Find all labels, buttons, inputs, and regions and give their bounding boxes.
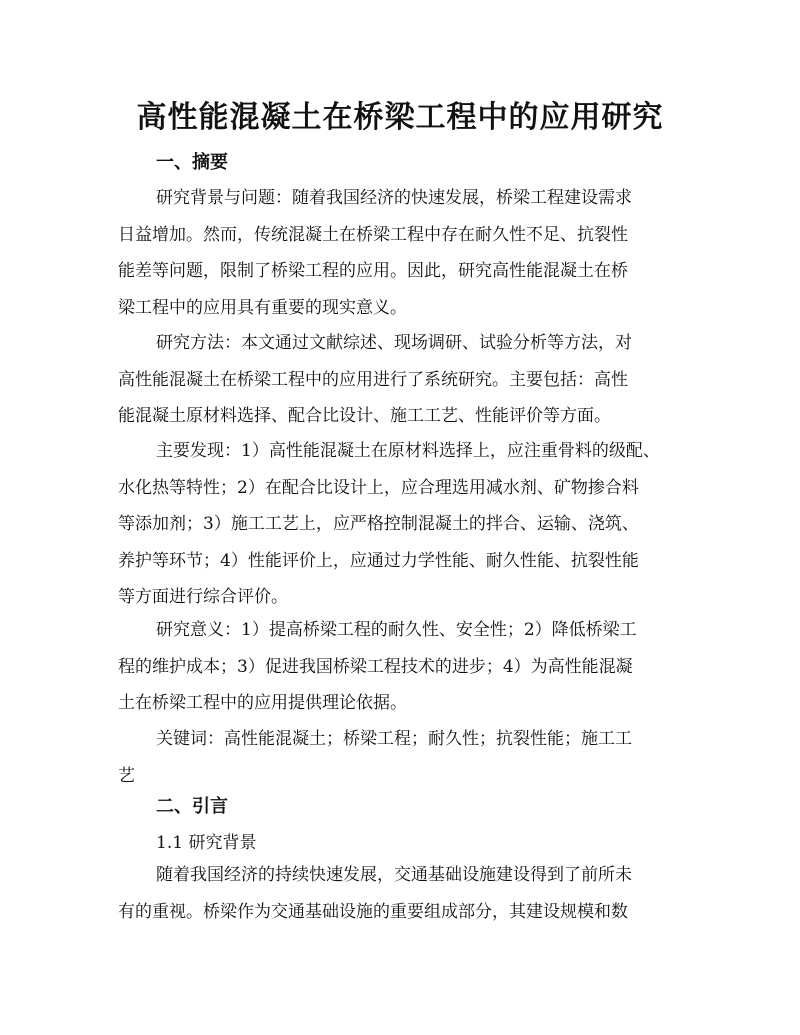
text-line: 研究方法：本文通过文献综述、现场调研、试验分析等方法，对 (156, 333, 632, 353)
text-line: 土在桥梁工程中的应用提供理论依据。 (118, 693, 407, 713)
text-line: 关键词：高性能混凝土；桥梁工程；耐久性；抗裂性能；施工工 (156, 729, 632, 749)
text-line: 能差等问题，限制了桥梁工程的应用。因此，研究高性能混凝土在桥 (118, 261, 628, 281)
abstract-findings-paragraph (118, 433, 692, 616)
text-line: 随着我国经济的持续快速发展，交通基础设施建设得到了前所未 (156, 865, 632, 885)
text-line: 水化热等特性；2）在配合比设计上，应合理选用减水剂、矿物掺合料 (118, 477, 639, 498)
introduction-paragraph (118, 857, 692, 930)
text-line: 等方面进行综合评价。 (118, 587, 288, 607)
section-heading-abstract: 一、摘要 (156, 152, 228, 173)
abstract-methods-paragraph (118, 325, 692, 435)
text-line: 日益增加。然而，传统混凝土在桥梁工程中存在耐久性不足、抗裂性 (118, 224, 628, 245)
abstract-significance-paragraph (118, 612, 692, 722)
text-line: 能混凝土原材料选择、配合比设计、施工工艺、性能评价等方面。 (118, 406, 611, 426)
subsection-heading-background: 1.1 研究背景 (156, 833, 257, 853)
text-line: 研究意义：1）提高桥梁工程的耐久性、安全性；2）降低桥梁工 (156, 620, 637, 640)
text-line: 研究背景与问题：随着我国经济的快速发展，桥梁工程建设需求 (156, 188, 632, 208)
text-line: 有的重视。桥梁作为交通基础设施的重要组成部分，其建设规模和数 (118, 901, 628, 922)
text-line: 高性能混凝土在桥梁工程中的应用进行了系统研究。主要包括：高性 (118, 369, 628, 390)
text-line: 程的维护成本；3）促进我国桥梁工程技术的进步；4）为高性能混凝 (118, 656, 633, 677)
abstract-background-paragraph (118, 180, 692, 326)
document-title: 高性能混凝土在桥梁工程中的应用研究 (136, 100, 664, 135)
text-line: 梁工程中的应用具有重要的现实意义。 (118, 297, 407, 318)
section-heading-introduction: 二、引言 (156, 796, 228, 817)
text-line: 艺 (118, 765, 135, 786)
text-line: 等添加剂；3）施工工艺上，应严格控制混凝土的拌合、运输、浇筑、 (118, 514, 639, 534)
text-line: 养护等环节；4）性能评价上，应通过力学性能、耐久性能、抗裂性能 (118, 550, 639, 571)
text-line: 主要发现：1）高性能混凝土在原材料选择上，应注重骨料的级配、 (156, 441, 660, 461)
keywords-paragraph (118, 721, 692, 794)
